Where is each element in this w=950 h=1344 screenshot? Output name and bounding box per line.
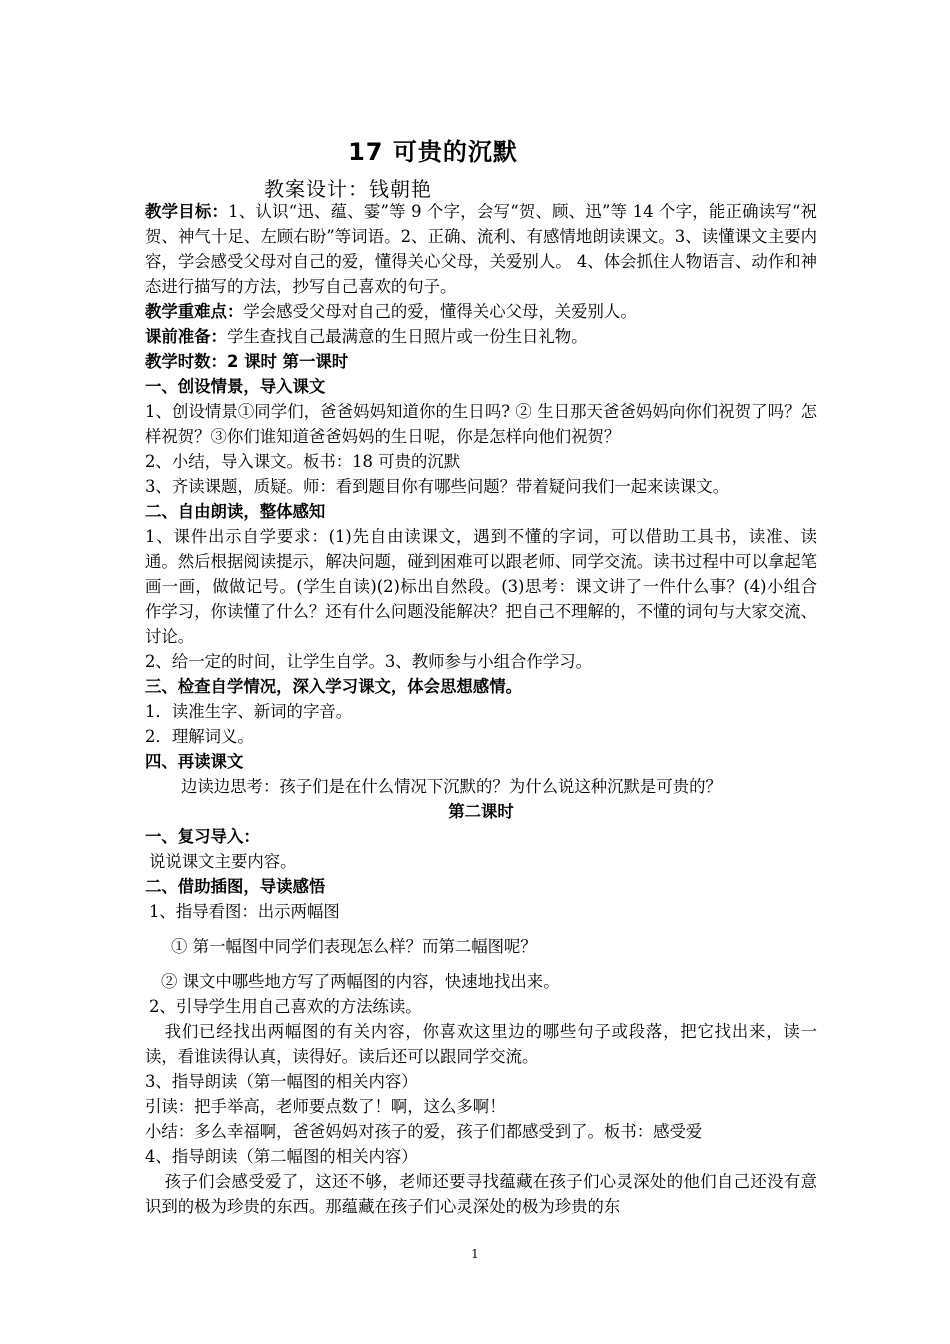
lesson-body [145, 199, 817, 1219]
page-number: 1 [471, 1247, 479, 1261]
paragraph: 1、课件出示自学要求：(1)先自由读课文，遇到不懂的字词，可以借助工具书，读准、读通。然后根据阅读提示，解决问题，碰到困难可以跟老师、同学交流。读书过程中可以拿起笔画一画，做做记号。(学生自读)(2)标出自然段。(3)思考：课文讲了一件什么事？(4)小组合作学习，你读懂了什么？还有什么问题没能解决？把自己不理解的，不懂的词句与大家交流、讨论。 [145, 527, 818, 646]
teaching-hours: 教学时数：2 课时 第一课时 [145, 352, 349, 371]
paragraph: 1、指导看图：出示两幅图 [149, 902, 340, 921]
paragraph: 2．理解词义。 [145, 727, 254, 746]
paragraph: 孩子们会感受爱了，这还不够，老师还要寻找蕴藏在孩子们心灵深处的他们自己还没有意识到的极为珍贵的东西。那蕴藏在孩子们心灵深处的极为珍贵的东 [145, 1172, 817, 1216]
paragraph: 2、引导学生用自己喜欢的方法练读。 [149, 997, 422, 1016]
paragraph: 3、指导朗读（第一幅图的相关内容） [145, 1072, 418, 1091]
lesson-content [145, 374, 817, 1219]
paragraph: 我们已经找出两幅图的有关内容，你喜欢这里边的哪些句子或段落，把它找出来，读一读，看谁读得认真，读得好。读后还可以跟同学交流。 [145, 1022, 817, 1066]
teaching-goals [145, 199, 817, 299]
section-heading: 四、再读课文 [145, 752, 244, 771]
paragraph: ① 第一幅图中同学们表现怎么样？而第二幅图呢？ [171, 937, 537, 956]
paragraph: 4、指导朗读（第二幅图的相关内容） [145, 1147, 418, 1166]
lesson-title: 17 可贵的沉默 [348, 138, 518, 166]
goals-text: 1、认识“迅、蕴、霎”等 9 个字，会写“贺、顾、迅”等 14 个字，能正确读写“祝贺、神气十足、左顾右盼”等词语。2、正确、流利、有感情地朗读课文。3、读懂课文主要内容，学会感受父母对自己的爱，懂得关心父母，关爱别人。 4、体会抓住人物语言、动作和神态进行描写的方法，抄写自己喜欢的句子。 [145, 202, 818, 296]
section-heading: 二、自由朗读，整体感知 [145, 502, 326, 521]
paragraph: 3、齐读课题，质疑。师：看到题目你有哪些问题？带着疑问我们一起来读课文。 [145, 477, 730, 496]
section-heading: 三、检查自学情况，深入学习课文，体会思想感情。 [145, 677, 522, 696]
section-heading: 第二课时 [448, 802, 514, 821]
goals-label: 教学目标： [145, 202, 229, 221]
prep-text: 学生查找自己最满意的生日照片或一份生日礼物。 [226, 327, 588, 346]
paragraph: 说说课文主要内容。 [149, 852, 297, 871]
paragraph: 2、给一定的时间，让学生自学。3、教师参与小组合作学习。 [145, 652, 593, 671]
paragraph: 边读边思考：孩子们是在什么情况下沉默的？为什么说这种沉默是可贵的？ [181, 777, 722, 796]
paragraph: 1．读准生字、新词的字音。 [145, 702, 353, 721]
prep-label: 课前准备： [145, 327, 227, 346]
lesson-author: 教案设计：钱朝艳 [264, 177, 432, 201]
preparation [145, 324, 817, 349]
keypoints-label: 教学重难点： [145, 302, 244, 321]
keypoints-text: 学会感受父母对自己的爱，懂得关心父母，关爱别人。 [243, 302, 637, 321]
section-heading: 一、复习导入： [145, 827, 260, 846]
paragraph: 引读：把手举高，老师要点数了！啊，这么多啊！ [145, 1097, 506, 1116]
paragraph: 1、创设情景①同学们，爸爸妈妈知道你的生日吗? ② 生日那天爸爸妈妈向你们祝贺了吗？怎样祝贺？③你们谁知道爸爸妈妈的生日呢，你是怎样向他们祝贺？ [145, 402, 817, 446]
section-heading: 一、创设情景，导入课文 [145, 377, 326, 396]
section-heading: 二、借助插图，导读感悟 [145, 877, 326, 896]
paragraph: 小结：多么幸福啊，爸爸妈妈对孩子的爱，孩子们都感受到了。板书：感受爱 [145, 1122, 703, 1141]
paragraph: 2、小结，导入课文。板书：18 可贵的沉默 [145, 452, 461, 471]
key-points [145, 299, 817, 324]
paragraph: ② 课文中哪些地方写了两幅图的内容，快速地找出来。 [161, 972, 560, 991]
